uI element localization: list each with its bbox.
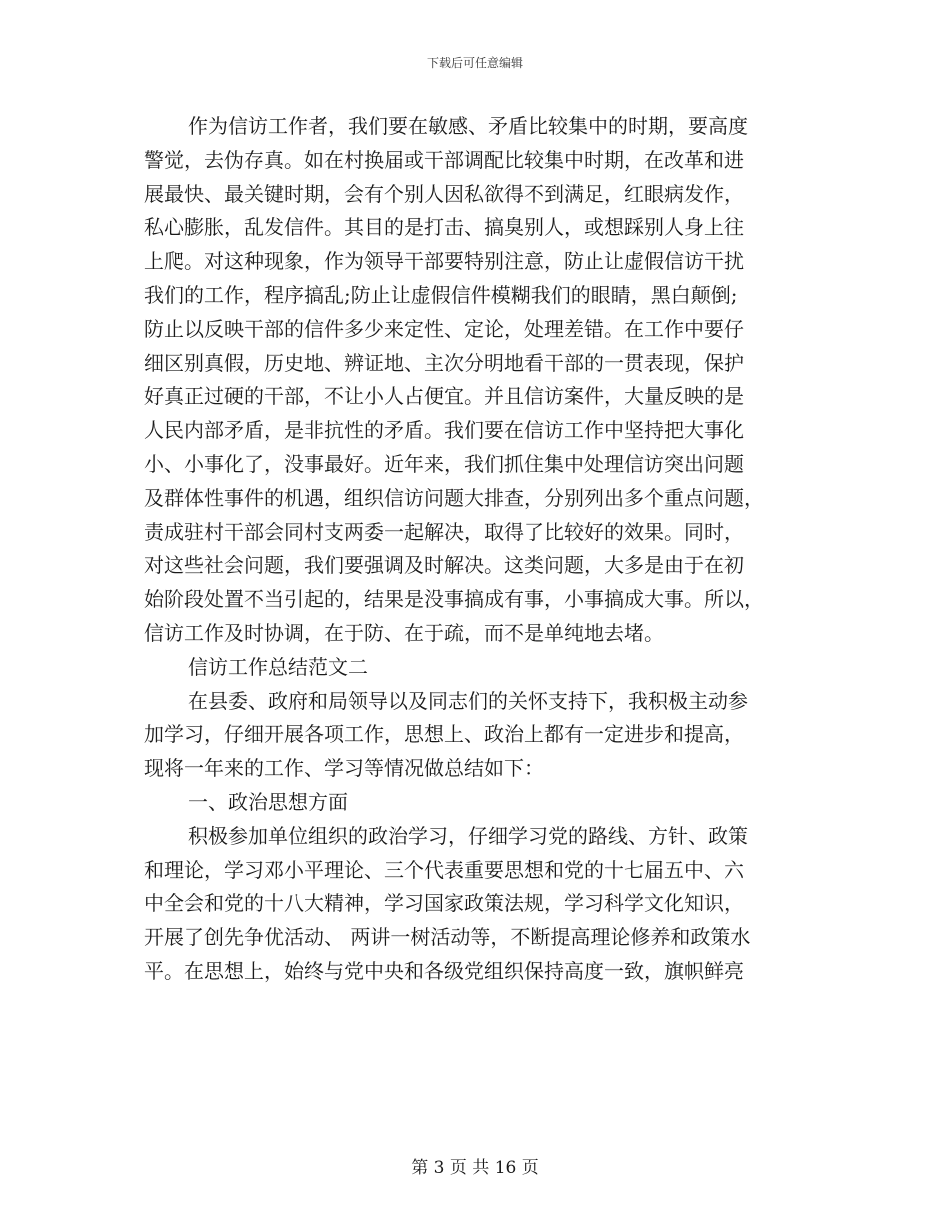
paragraph-line: 好真正过硬的干部，不让小人占便宜。并且信访案件，大量反映的是	[144, 384, 744, 409]
paragraph-line: 在县委、政府和局领导以及同志们的关怀支持下，我积极主动参	[188, 688, 748, 713]
paragraph-line: 展最快、最关键时期，会有个别人因私欲得不到满足，红眼病发作，	[144, 181, 744, 206]
paragraph-line: 中全会和党的十八大精神，学习国家政策法规，学习科学文化知识，	[144, 891, 744, 916]
section-title: 信访工作总结范文二	[188, 654, 368, 679]
paragraph-line: 细区别真假，历史地、辨证地、主次分明地看干部的一贯表现，保护	[144, 350, 744, 375]
paragraph-line: 私心膨胀，乱发信件。其目的是打击、搞臭别人，或想踩别人身上往	[144, 215, 744, 240]
paragraph-line: 开展了创先争优活动、 两讲一树活动等，不断提高理论修养和政策水	[144, 925, 751, 950]
paragraph-line: 及群体性事件的机遇，组织信访问题大排查，分别列出多个重点问题，	[144, 485, 764, 510]
paragraph-line: 作为信访工作者，我们要在敏感、矛盾比较集中的时期，要高度	[188, 114, 748, 138]
document-body	[144, 110, 804, 989]
paragraph-line: 平。在思想上，始终与党中央和各级党组织保持高度一致，旗帜鲜亮	[144, 958, 744, 983]
paragraph-line: 防止以反映干部的信件多少来定性、定论，处理差错。在工作中要仔	[144, 316, 744, 341]
paragraph-line: 始阶段处置不当引起的，结果是没事搞成有事，小事搞成大事。所以，	[144, 587, 764, 612]
paragraph-line: 信访工作及时协调，在于防、在于疏，而不是单纯地去堵。	[144, 620, 664, 645]
section-heading: 一、政治思想方面	[188, 789, 348, 814]
paragraph-line: 和理论，学习邓小平理论、三个代表重要思想和党的十七届五中、六	[144, 857, 744, 882]
paragraph-line: 积极参加单位组织的政治学习，仔细学习党的路线、方针、政策	[188, 823, 748, 848]
page-number: 第 3 页 共 16 页	[411, 1158, 539, 1178]
paragraph-line: 加学习，仔细开展各项工作，思想上、政治上都有一定进步和提高，	[144, 722, 744, 747]
paragraph-line: 上爬。对这种现象，作为领导干部要特别注意，防止让虚假信访干扰	[144, 249, 744, 274]
paragraph-line: 现将一年来的工作、学习等情况做总结如下：	[144, 756, 544, 781]
paragraph-line: 对这些社会问题，我们要强调及时解决。这类问题，大多是由于在初	[144, 553, 744, 578]
paragraph-line: 我们的工作，程序搞乱;防止让虚假信件模糊我们的眼睛，黑白颠倒;	[144, 282, 738, 307]
paragraph-line: 警觉，去伪存真。如在村换届或干部调配比较集中时期，在改革和进	[144, 147, 744, 172]
header-note: 下载后可任意编辑	[426, 56, 523, 70]
paragraph-line: 人民内部矛盾，是非抗性的矛盾。我们要在信访工作中坚持把大事化	[144, 418, 744, 443]
paragraph-line: 小、小事化了，没事最好。近年来，我们抓住集中处理信访突出问题	[144, 451, 744, 476]
paragraph-line: 责成驻村干部会同村支两委一起解决，取得了比较好的效果。同时，	[144, 519, 744, 544]
